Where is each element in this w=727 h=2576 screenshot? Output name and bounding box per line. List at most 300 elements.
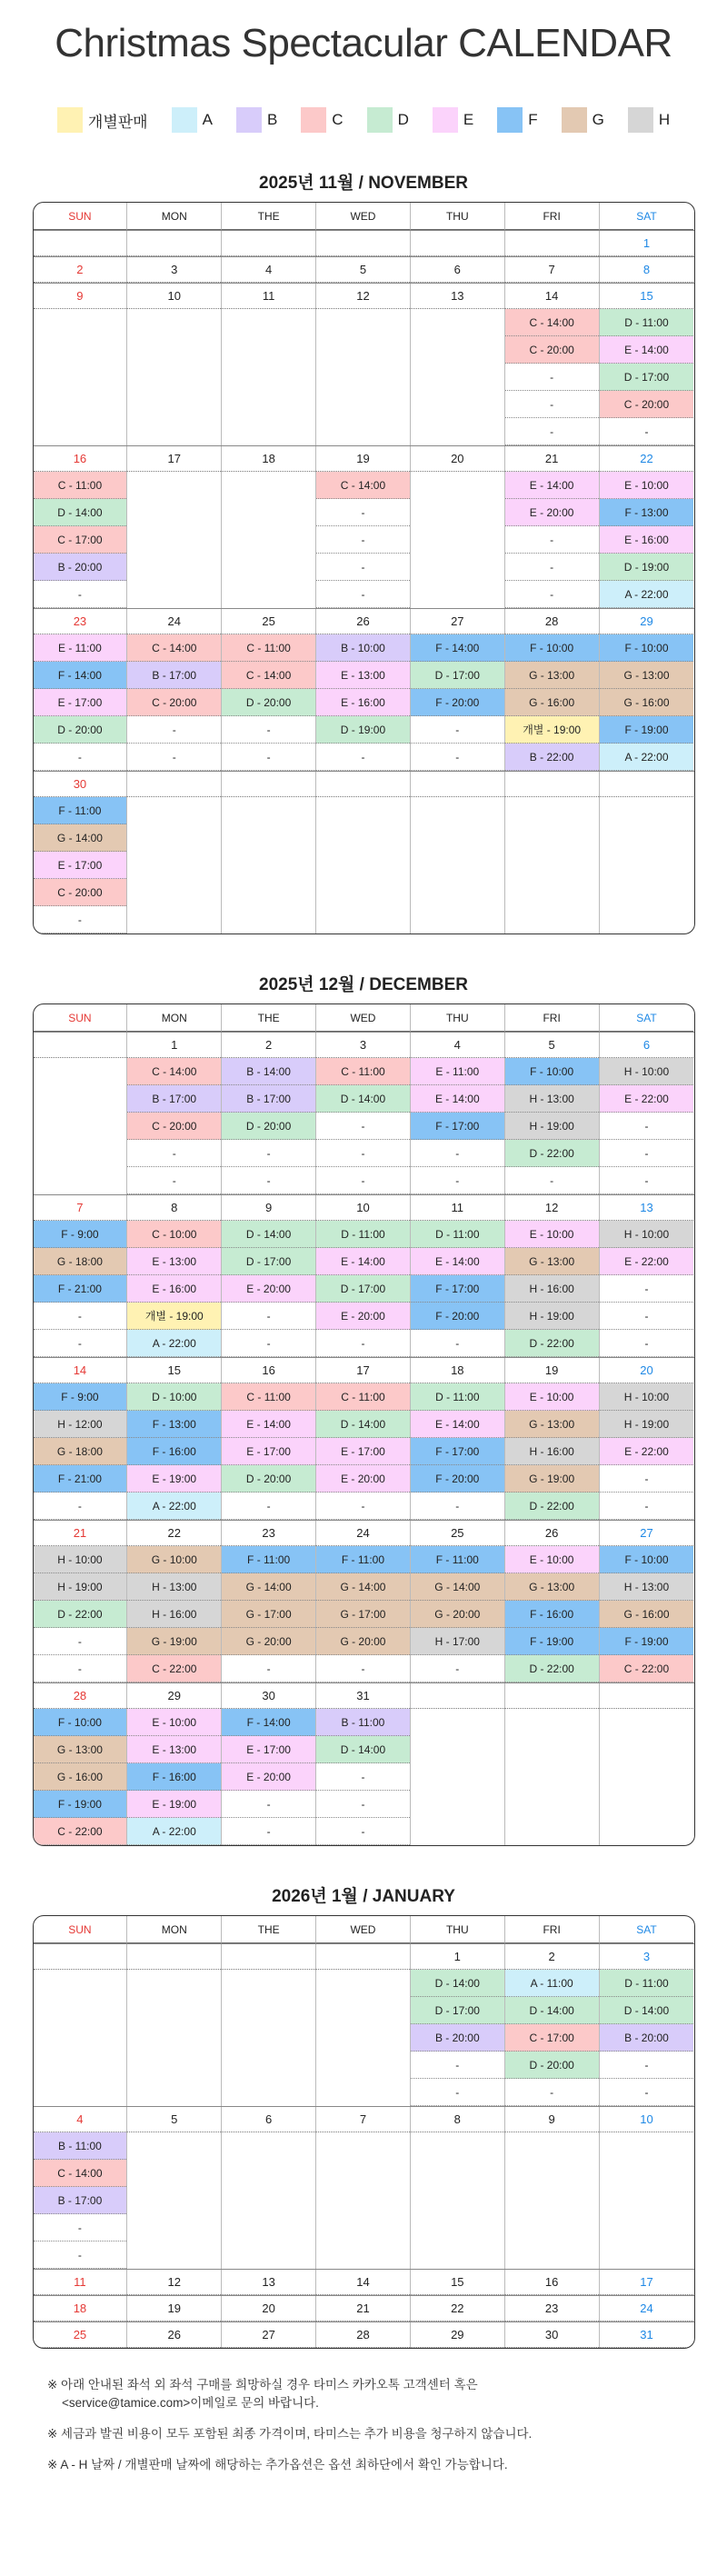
showtime-slot[interactable]: 개별 - 19:00 [127,1303,221,1330]
showtime-slot[interactable]: C - 11:00 [316,1058,410,1085]
day-cell [34,2270,128,2295]
showtime-slot[interactable]: B - 22:00 [505,744,599,771]
showtime-slot[interactable]: C - 14:00 [316,472,410,499]
showtime-slot[interactable]: H - 13:00 [505,1085,599,1113]
note-item [47,2425,727,2443]
day-number: 25 [222,609,315,634]
showtime-slot[interactable]: G - 13:00 [505,1411,599,1438]
showtime-slot[interactable]: G - 20:00 [222,1628,315,1655]
showtime-slot[interactable]: E - 20:00 [222,1275,315,1303]
day-cell [600,1683,694,1845]
page-title: Christmas Spectacular CALENDAR [55,21,672,65]
showtime-slot[interactable]: F - 16:00 [127,1438,221,1465]
showtime-slot[interactable]: F - 19:00 [600,1628,694,1655]
showtime-slot[interactable]: D - 11:00 [600,1970,694,1997]
showtime-slot[interactable]: F - 20:00 [411,1303,504,1330]
showtime-slot[interactable]: H - 10:00 [600,1221,694,1248]
day-number: 22 [411,2296,504,2321]
weekday-label: THU [411,1004,505,1032]
showtime-slot[interactable]: E - 17:00 [316,1438,410,1465]
showtime-slot[interactable]: F - 10:00 [600,634,694,662]
showtime-slot[interactable]: D - 14:00 [600,1997,694,2024]
day-number: 11 [34,2270,127,2295]
legend-item [367,107,409,133]
day-number: 26 [127,2322,221,2348]
showtime-slot: - [505,2079,599,2106]
showtime-slot[interactable]: E - 17:00 [222,1438,315,1465]
showtime-slot[interactable]: F - 10:00 [505,1058,599,1085]
week-row [34,1520,694,1682]
showtime-slot[interactable]: C - 22:00 [127,1655,221,1682]
weekday-label: FRI [505,1916,600,1943]
day-number: 13 [600,1195,694,1221]
showtime-slot[interactable]: E - 17:00 [34,852,127,879]
showtime-slot[interactable]: H - 16:00 [505,1275,599,1303]
showtime-slot[interactable]: H - 19:00 [505,1113,599,1140]
showtime-slot[interactable]: F - 16:00 [127,1763,221,1791]
showtime-slot[interactable]: E - 13:00 [127,1736,221,1763]
showtime-slot[interactable]: C - 20:00 [505,336,599,364]
showtime-slot[interactable]: G - 13:00 [505,1573,599,1601]
legend-swatch [236,107,262,133]
showtime-slot[interactable]: H - 12:00 [34,1411,127,1438]
week-row [34,2321,694,2348]
showtime-slot[interactable]: D - 11:00 [411,1221,504,1248]
showtime-slot[interactable]: D - 19:00 [600,554,694,581]
showtime-slot[interactable]: G - 19:00 [127,1628,221,1655]
weekday-label: SUN [34,1004,128,1032]
legend-swatch [562,107,587,133]
showtime-slot[interactable]: B - 20:00 [600,2024,694,2052]
showtime-slot[interactable]: C - 17:00 [34,526,127,554]
showtime-slot[interactable]: H - 10:00 [600,1383,694,1411]
showtime-slot[interactable]: F - 10:00 [505,634,599,662]
showtime-slot[interactable]: F - 20:00 [411,689,504,716]
showtime-slot[interactable]: G - 13:00 [34,1736,127,1763]
day-cell [127,2296,222,2321]
note-item [47,2456,727,2474]
showtime-slot[interactable]: F - 13:00 [127,1411,221,1438]
showtime-slot[interactable]: D - 22:00 [505,1330,599,1357]
showtime-slot[interactable]: E - 20:00 [316,1465,410,1493]
day-cell [411,446,505,608]
showtime-slot[interactable]: E - 20:00 [316,1303,410,1330]
showtime-slot[interactable]: A - 22:00 [600,581,694,608]
showtime-slot[interactable]: E - 10:00 [127,1709,221,1736]
showtime-slot[interactable]: E - 14:00 [411,1248,504,1275]
showtime-slot[interactable]: 개별 - 19:00 [505,716,599,744]
day-cell [222,1521,316,1682]
showtime-slot[interactable]: E - 20:00 [505,499,599,526]
showtime-slot[interactable]: F - 21:00 [34,1275,127,1303]
showtime-slot[interactable]: D - 14:00 [316,1085,410,1113]
calendar-grid [33,1003,695,1846]
day-cell [411,609,505,771]
showtime-slot[interactable]: F - 14:00 [222,1709,315,1736]
showtime-slot[interactable]: E - 19:00 [127,1791,221,1818]
showtime-slot[interactable]: G - 13:00 [505,662,599,689]
showtime-slot[interactable]: D - 22:00 [505,1493,599,1520]
showtime-slot[interactable]: H - 16:00 [505,1438,599,1465]
showtime-slot[interactable]: G - 14:00 [316,1573,410,1601]
day-cell [222,2270,316,2295]
day-cell [316,2270,411,2295]
showtime-slot[interactable]: F - 17:00 [411,1113,504,1140]
day-cell [600,1358,694,1520]
showtime-slot[interactable]: G - 17:00 [316,1601,410,1628]
day-cell [600,2270,694,2295]
legend-item [433,107,473,133]
showtime-slot[interactable]: G - 18:00 [34,1438,127,1465]
showtime-slot[interactable]: H - 19:00 [505,1303,599,1330]
day-cell [34,446,128,608]
day-cell [127,1195,222,1357]
day-number: 10 [127,284,221,309]
day-cell [505,1358,600,1520]
showtime-slot[interactable]: E - 14:00 [316,1248,410,1275]
showtime-slot[interactable]: F - 13:00 [600,499,694,526]
note-item [47,2376,727,2412]
showtime-slot[interactable]: E - 16:00 [127,1275,221,1303]
showtime-slot[interactable]: D - 14:00 [34,499,127,526]
day-cell [316,2322,411,2348]
day-number: 28 [316,2322,410,2348]
showtime-slot[interactable]: E - 22:00 [600,1248,694,1275]
showtime-slot[interactable]: B - 10:00 [316,634,410,662]
day-number: 25 [34,2322,127,2348]
showtime-slot[interactable]: E - 10:00 [600,472,694,499]
showtime-slot[interactable]: G - 19:00 [505,1465,599,1493]
showtime-slot[interactable]: C - 22:00 [600,1655,694,1682]
page [0,18,727,2474]
showtime-slot[interactable]: E - 17:00 [222,1736,315,1763]
showtime-slot[interactable]: H - 13:00 [127,1573,221,1601]
showtime-slot[interactable]: E - 17:00 [34,689,127,716]
legend-label: D [397,111,409,128]
day-cell [222,1944,316,2106]
showtime-slot[interactable]: F - 11:00 [316,1546,410,1573]
day-number: 20 [600,1358,694,1383]
showtime-slot: - [34,581,127,608]
showtime-slot[interactable]: D - 19:00 [316,716,410,744]
showtime-slot[interactable]: F - 11:00 [222,1546,315,1573]
showtime-slot[interactable]: D - 17:00 [600,364,694,391]
day-number [316,1944,410,1970]
showtime-slot[interactable]: F - 11:00 [411,1546,504,1573]
day-cell [222,1033,316,1194]
showtime-slot: - [411,1655,504,1682]
showtime-slot[interactable]: E - 19:00 [127,1465,221,1493]
week-row [34,1357,694,1520]
showtime-slot[interactable]: D - 17:00 [411,662,504,689]
showtime-slot[interactable]: E - 14:00 [411,1085,504,1113]
showtime-slot[interactable]: D - 14:00 [316,1736,410,1763]
week-row [34,1682,694,1845]
showtime-slot[interactable]: D - 17:00 [222,1248,315,1275]
showtime-slot[interactable]: H - 13:00 [600,1573,694,1601]
showtime-slot[interactable]: C - 10:00 [127,1221,221,1248]
showtime-slot[interactable]: D - 22:00 [34,1601,127,1628]
day-cell [222,772,316,934]
showtime-slot[interactable]: G - 16:00 [600,689,694,716]
day-number: 31 [600,2322,694,2348]
showtime-slot[interactable]: G - 13:00 [600,662,694,689]
showtime-slot[interactable]: F - 19:00 [505,1628,599,1655]
showtime-slot[interactable]: E - 22:00 [600,1438,694,1465]
day-cell [127,446,222,608]
showtime-slot[interactable]: C - 11:00 [316,1383,410,1411]
showtime-slot[interactable]: F - 11:00 [34,797,127,824]
showtime-slot[interactable]: D - 20:00 [222,1113,315,1140]
showtime-slot[interactable]: G - 14:00 [34,824,127,852]
showtime-slot[interactable]: C - 11:00 [34,472,127,499]
showtime-slot: - [316,1655,410,1682]
weekday-header [34,203,694,230]
showtime-slot[interactable]: D - 11:00 [411,1383,504,1411]
weekday-label: MON [127,203,222,230]
showtime-slot[interactable]: B - 17:00 [127,1085,221,1113]
showtime-slot[interactable]: D - 20:00 [222,689,315,716]
showtime-slot[interactable]: B - 20:00 [411,2024,504,2052]
showtime-slot[interactable]: F - 14:00 [34,662,127,689]
showtime-slot[interactable]: C - 20:00 [600,391,694,418]
showtime-slot[interactable]: D - 22:00 [505,1655,599,1682]
day-number [505,772,599,797]
day-cell [600,1033,694,1194]
showtime-slot[interactable]: D - 17:00 [411,1997,504,2024]
showtime-slot[interactable]: H - 19:00 [600,1411,694,1438]
showtime-slot[interactable]: F - 21:00 [34,1465,127,1493]
showtime-slot[interactable]: B - 11:00 [34,2132,127,2160]
showtime-slot[interactable]: C - 11:00 [222,1383,315,1411]
showtime-slot[interactable]: E - 13:00 [127,1248,221,1275]
note-line: ※ 아래 안내된 좌석 외 좌석 구매를 희망하실 경우 타미스 카카오톡 고객센터 혹은 [47,2378,478,2391]
showtime-slot[interactable]: H - 16:00 [127,1601,221,1628]
day-number: 18 [34,2296,127,2321]
showtime-slot[interactable]: C - 14:00 [127,1058,221,1085]
showtime-slot[interactable]: E - 14:00 [222,1411,315,1438]
showtime-slot[interactable]: E - 10:00 [505,1383,599,1411]
day-number: 21 [316,2296,410,2321]
day-number: 21 [505,446,599,472]
showtime-slot[interactable]: C - 14:00 [127,634,221,662]
day-cell [34,2296,128,2321]
day-number [600,1683,694,1709]
day-number: 16 [505,2270,599,2295]
day-cell [505,446,600,608]
showtime-slot[interactable]: D - 20:00 [34,716,127,744]
showtime-slot[interactable]: A - 22:00 [127,1818,221,1845]
day-cell [600,1195,694,1357]
showtime-slot[interactable]: D - 10:00 [127,1383,221,1411]
weekday-label: WED [316,1916,411,1943]
showtime-slot: - [222,716,315,744]
showtime-slot[interactable]: H - 10:00 [34,1546,127,1573]
day-cell [127,609,222,771]
showtime-slot[interactable]: D - 22:00 [505,1140,599,1167]
day-cell [600,772,694,934]
day-number [316,772,410,797]
legend-label: B [266,111,278,128]
day-number: 19 [505,1358,599,1383]
week-row [34,230,694,256]
showtime-slot[interactable]: G - 10:00 [127,1546,221,1573]
showtime-slot[interactable]: G - 14:00 [411,1573,504,1601]
day-cell [34,257,128,283]
showtime-slot[interactable]: D - 14:00 [316,1411,410,1438]
showtime-slot[interactable]: D - 14:00 [505,1997,599,2024]
showtime-slot[interactable]: F - 14:00 [411,634,504,662]
week-row [34,2295,694,2321]
showtime-slot[interactable]: H - 19:00 [34,1573,127,1601]
showtime-slot[interactable]: B - 17:00 [127,662,221,689]
showtime-slot[interactable]: D - 11:00 [316,1221,410,1248]
showtime-slot[interactable]: D - 11:00 [600,309,694,336]
showtime-slot[interactable]: E - 10:00 [505,1546,599,1573]
showtime-slot: - [505,554,599,581]
showtime-slot[interactable]: E - 14:00 [411,1411,504,1438]
day-number: 27 [411,609,504,634]
showtime-slot[interactable]: C - 20:00 [34,879,127,906]
showtime-slot[interactable]: E - 14:00 [600,336,694,364]
showtime-slot[interactable]: D - 20:00 [222,1465,315,1493]
showtime-slot[interactable]: C - 22:00 [34,1818,127,1845]
showtime-slot[interactable]: C - 14:00 [222,662,315,689]
showtime-slot[interactable]: C - 20:00 [127,1113,221,1140]
showtime-slot[interactable]: G - 14:00 [222,1573,315,1601]
showtime-slot[interactable]: A - 22:00 [127,1493,221,1520]
showtime-slot[interactable]: F - 9:00 [34,1221,127,1248]
showtime-slot[interactable]: F - 17:00 [411,1275,504,1303]
showtime-slot[interactable]: H - 10:00 [600,1058,694,1085]
showtime-slot[interactable]: G - 17:00 [222,1601,315,1628]
showtime-slot[interactable]: C - 14:00 [34,2160,127,2187]
showtime-slot[interactable]: E - 13:00 [316,662,410,689]
day-cell [34,1683,128,1845]
week-row [34,1032,694,1194]
day-cell [316,1033,411,1194]
day-number: 30 [505,2322,599,2348]
showtime-slot[interactable]: E - 20:00 [222,1763,315,1791]
day-number [411,1683,504,1709]
showtime-slot[interactable]: A - 22:00 [127,1330,221,1357]
showtime-slot[interactable]: F - 16:00 [505,1601,599,1628]
showtime-slot[interactable]: D - 17:00 [316,1275,410,1303]
showtime-slot[interactable]: D - 14:00 [411,1970,504,1997]
weekday-label: MON [127,1916,222,1943]
legend-swatch [628,107,653,133]
showtime-slot[interactable]: E - 11:00 [34,634,127,662]
day-number: 4 [411,1033,504,1058]
day-number: 27 [222,2322,315,2348]
day-number: 18 [222,446,315,472]
showtime-slot[interactable]: G - 18:00 [34,1248,127,1275]
showtime-slot: - [222,1140,315,1167]
showtime-slot: - [222,744,315,771]
showtime-slot: - [600,2079,694,2106]
showtime-slot[interactable]: G - 16:00 [505,689,599,716]
showtime-slot[interactable]: C - 20:00 [127,689,221,716]
showtime-slot[interactable]: G - 20:00 [316,1628,410,1655]
showtime-slot[interactable]: C - 17:00 [505,2024,599,2052]
showtime-slot[interactable]: D - 20:00 [505,2052,599,2079]
day-cell [411,2270,505,2295]
day-cell [505,2322,600,2348]
showtime-slot[interactable]: B - 14:00 [222,1058,315,1085]
showtime-slot[interactable]: A - 11:00 [505,1970,599,1997]
showtime-slot[interactable]: B - 11:00 [316,1709,410,1736]
showtime-slot[interactable]: A - 22:00 [600,744,694,771]
day-number: 26 [316,609,410,634]
showtime-slot: - [34,906,127,934]
day-cell [411,257,505,283]
day-cell [411,2107,505,2269]
showtime-slot: - [600,1330,694,1357]
showtime-slot[interactable]: G - 20:00 [411,1601,504,1628]
day-number: 2 [505,1944,599,1970]
week-row [34,283,694,445]
day-number: 7 [505,257,599,283]
showtime-slot[interactable]: F - 9:00 [34,1383,127,1411]
day-number: 22 [600,446,694,472]
day-number: 28 [505,609,599,634]
showtime-slot[interactable]: H - 17:00 [411,1628,504,1655]
showtime-slot[interactable]: E - 16:00 [600,526,694,554]
showtime-slot[interactable]: G - 16:00 [34,1763,127,1791]
showtime-slot[interactable]: F - 10:00 [34,1709,127,1736]
showtime-slot[interactable]: B - 17:00 [34,2187,127,2214]
showtime-slot: - [411,1493,504,1520]
day-number: 4 [222,257,315,283]
legend-label: A [202,111,213,128]
day-cell [411,1195,505,1357]
showtime-slot: - [411,1167,504,1194]
showtime-slot[interactable]: F - 20:00 [411,1465,504,1493]
showtime-slot[interactable]: E - 14:00 [505,472,599,499]
weekday-label: SAT [600,1916,694,1943]
showtime-slot[interactable]: C - 11:00 [222,634,315,662]
weekday-label: WED [316,203,411,230]
showtime-slot: - [34,1655,127,1682]
day-cell [316,1521,411,1682]
showtime-slot[interactable]: F - 19:00 [600,716,694,744]
showtime-slot: - [505,526,599,554]
day-cell [222,1195,316,1357]
day-cell [222,231,316,256]
calendar-months [0,173,727,2349]
showtime-slot[interactable]: C - 14:00 [505,309,599,336]
day-number: 14 [316,2270,410,2295]
showtime-slot[interactable]: F - 19:00 [34,1791,127,1818]
showtime-slot[interactable]: E - 16:00 [316,689,410,716]
day-cell [316,284,411,445]
showtime-slot[interactable]: F - 17:00 [411,1438,504,1465]
day-number: 30 [34,772,127,797]
showtime-slot[interactable]: E - 22:00 [600,1085,694,1113]
showtime-slot[interactable]: E - 10:00 [505,1221,599,1248]
showtime-slot[interactable]: G - 16:00 [600,1601,694,1628]
legend-swatch [497,107,523,133]
showtime-slot[interactable]: B - 20:00 [34,554,127,581]
showtime-slot: - [222,1818,315,1845]
showtime-slot[interactable]: G - 13:00 [505,1248,599,1275]
showtime-slot[interactable]: B - 17:00 [222,1085,315,1113]
showtime-slot[interactable]: E - 11:00 [411,1058,504,1085]
day-number: 8 [600,257,694,283]
showtime-slot: - [600,2052,694,2079]
showtime-slot[interactable]: F - 10:00 [600,1546,694,1573]
showtime-slot[interactable]: D - 14:00 [222,1221,315,1248]
